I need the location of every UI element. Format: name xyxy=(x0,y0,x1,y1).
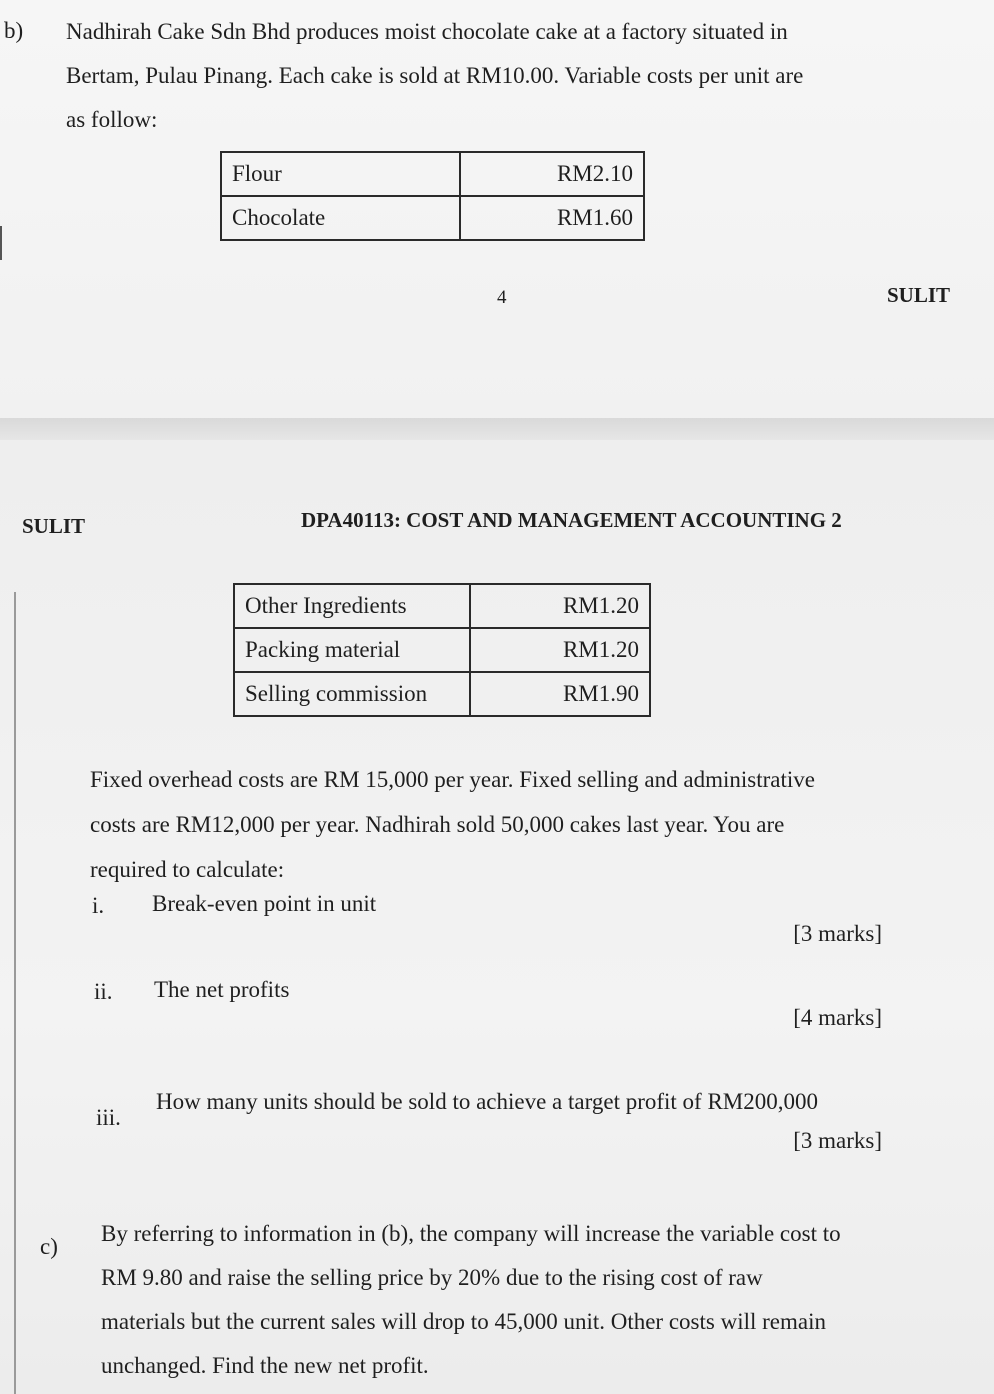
cost-item: Flour xyxy=(221,152,460,196)
margin-rule-top xyxy=(0,226,2,260)
page-number: 4 xyxy=(497,287,507,308)
paragraph-line: Fixed overhead costs are RM 15,000 per year. Fixed selling and administrative xyxy=(90,767,815,792)
question-marks: [3 marks] xyxy=(793,1128,882,1153)
cost-item: Other Ingredients xyxy=(234,584,470,628)
table-row xyxy=(234,628,650,672)
question-number: i. xyxy=(92,893,105,918)
page-break-shadow xyxy=(0,418,994,440)
table-row xyxy=(221,196,644,240)
intro-line: Nadhirah Cake Sdn Bhd produces moist chocolate cake at a factory situated in xyxy=(66,19,788,44)
course-title: DPA40113: COST AND MANAGEMENT ACCOUNTING 2 xyxy=(301,508,842,532)
fixed-costs-paragraph xyxy=(90,757,890,892)
question-number: ii. xyxy=(94,979,113,1004)
table-row xyxy=(234,584,650,628)
footer-sulit: SULIT xyxy=(887,283,951,307)
question-number: iii. xyxy=(96,1105,121,1130)
paragraph-line: required to calculate: xyxy=(90,857,285,882)
variable-cost-table-2 xyxy=(233,583,651,717)
section-c-paragraph xyxy=(101,1212,891,1388)
section-b-marker: b) xyxy=(4,18,24,43)
intro-line: as follow: xyxy=(66,107,158,132)
paragraph-line: unchanged. Find the new net profit. xyxy=(101,1353,429,1378)
cost-amount: RM1.60 xyxy=(460,196,644,240)
intro-line: Bertam, Pulau Pinang. Each cake is sold at RM10.00. Variable costs per unit are xyxy=(66,63,804,88)
paragraph-line: By referring to information in (b), the company will increase the variable cost to xyxy=(101,1221,841,1246)
table-row xyxy=(234,672,650,716)
header-sulit: SULIT xyxy=(22,514,86,538)
paragraph-line: RM 9.80 and raise the selling price by 20% due to the rising cost of raw xyxy=(101,1265,763,1290)
question-text: Break-even point in unit xyxy=(152,891,377,916)
question-text: The net profits xyxy=(154,977,290,1002)
paragraph-line: costs are RM12,000 per year. Nadhirah sold 50,000 cakes last year. You are xyxy=(90,812,785,837)
section-b-intro xyxy=(66,10,886,142)
table-row xyxy=(221,152,644,196)
question-marks: [4 marks] xyxy=(793,1005,882,1030)
question-marks: [3 marks] xyxy=(793,921,882,946)
margin-rule xyxy=(14,592,16,1394)
question-text: How many units should be sold to achieve a target profit of RM200,000 xyxy=(156,1089,819,1114)
cost-amount: RM1.20 xyxy=(470,584,650,628)
cost-item: Chocolate xyxy=(221,196,460,240)
cost-amount: RM1.90 xyxy=(470,672,650,716)
variable-cost-table-1 xyxy=(220,151,645,241)
section-c-marker: c) xyxy=(40,1234,58,1259)
paragraph-line: materials but the current sales will drop to 45,000 unit. Other costs will remain xyxy=(101,1309,826,1334)
cost-item: Packing material xyxy=(234,628,470,672)
cost-amount: RM2.10 xyxy=(460,152,644,196)
cost-amount: RM1.20 xyxy=(470,628,650,672)
cost-item: Selling commission xyxy=(234,672,470,716)
